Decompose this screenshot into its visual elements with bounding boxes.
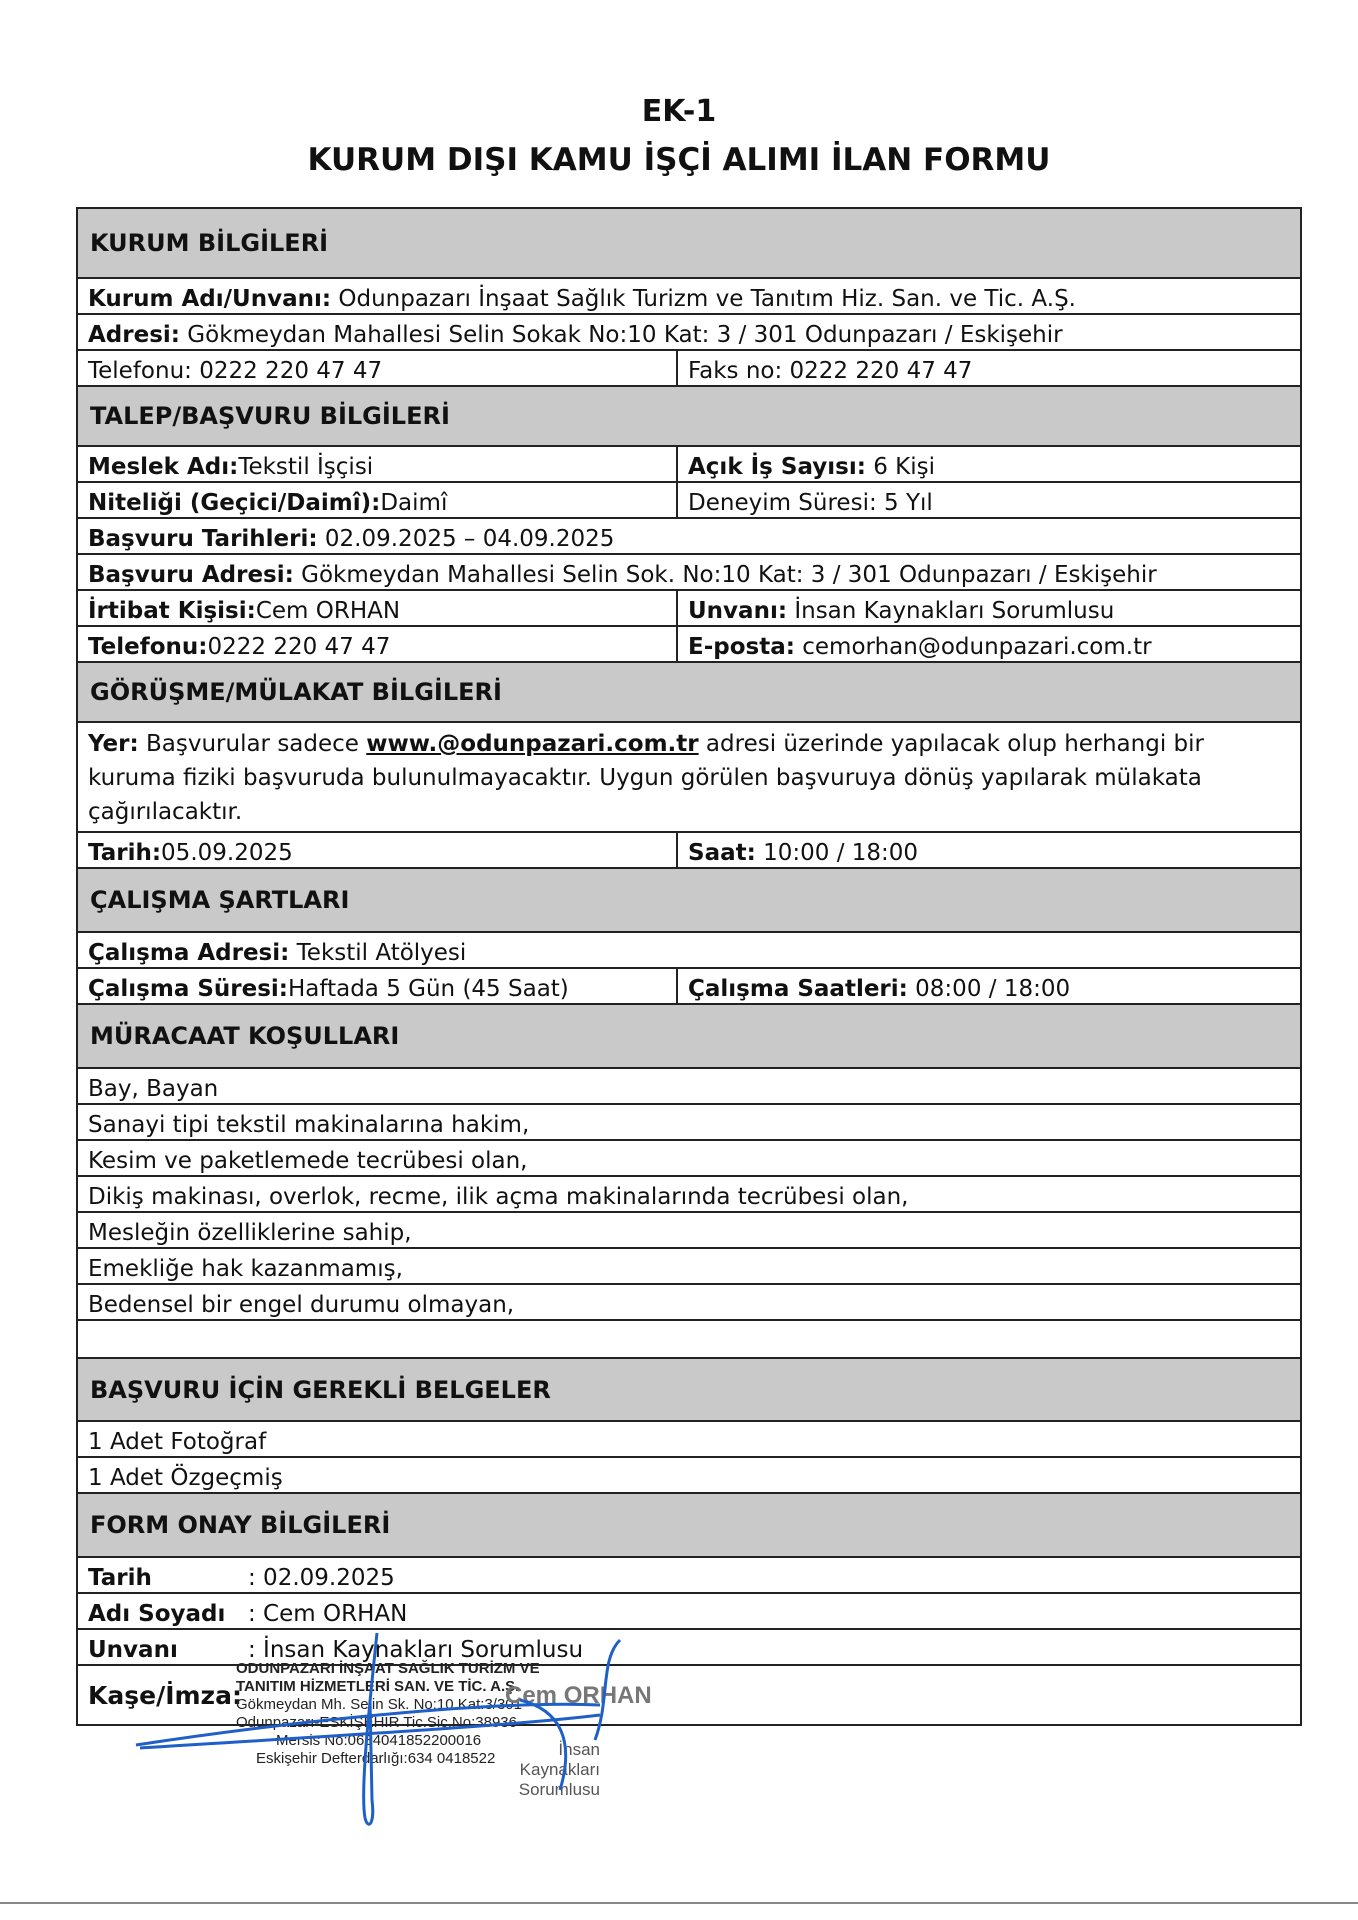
application-link[interactable]: www.@odunpazari.com.tr [366, 731, 699, 757]
list-item: Mesleğin özelliklerine sahip, [78, 1213, 1300, 1249]
iletisim-row: Telefonu: 0222 220 47 47 E-posta: cemorhan@odunpazari.com.tr [78, 627, 1300, 663]
list-item: Dikiş makinası, overlok, recme, ilik açma makinalarında tecrübesi olan, [78, 1177, 1300, 1213]
section-talep-header: TALEP/BAŞVURU BİLGİLERİ [78, 387, 1300, 447]
list-item: Sanayi tipi tekstil makinalarına hakim, [78, 1105, 1300, 1141]
list-item: Bay, Bayan [78, 1069, 1300, 1105]
list-item: Emekliğe hak kazanmamış, [78, 1249, 1300, 1285]
calisma-adres-row: Çalışma Adresi: Tekstil Atölyesi [78, 933, 1300, 969]
section-belgeler-header: BAŞVURU İÇİN GEREKLİ BELGELER [78, 1359, 1300, 1422]
section-muracaat-header: MÜRACAAT KOŞULLARI [78, 1005, 1300, 1069]
kurum-adres-row: Adresi: Gökmeydan Mahallesi Selin Sokak No:10 Kat: 3 / 301 Odunpazarı / Eskişehir [78, 315, 1300, 351]
list-item: Bedensel bir engel durumu olmayan, [78, 1285, 1300, 1321]
onay-tarih-row: Tarih : 02.09.2025 [78, 1558, 1300, 1594]
page-edge-line [0, 1902, 1358, 1904]
basvuru-adres-row: Başvuru Adresi: Gökmeydan Mahallesi Selin Sok. No:10 Kat: 3 / 301 Odunpazarı / Eskişehir [78, 555, 1300, 591]
list-item: 1 Adet Özgeçmiş [78, 1458, 1300, 1494]
doc-title: KURUM DIŞI KAMU İŞÇİ ALIMI İLAN FORMU [307, 142, 1051, 178]
nitelik-row: Niteliği (Geçici/Daimî): Daimî Deneyim Süresi: 5 Yıl [78, 483, 1300, 519]
mulakat-tarih-row: Tarih: 05.09.2025 Saat: 10:00 / 18:00 [78, 833, 1300, 869]
calisma-sure-row: Çalışma Süresi: Haftada 5 Gün (45 Saat) Çalışma Saatleri: 08:00 / 18:00 [78, 969, 1300, 1005]
meslek-row: Meslek Adı: Tekstil İşçisi Açık İş Sayısı: 6 Kişi [78, 447, 1300, 483]
section-kurum-header: KURUM BİLGİLERİ [78, 209, 1300, 279]
kurum-ad-row: Kurum Adı/Unvanı: Odunpazarı İnşaat Sağlık Turizm ve Tanıtım Hiz. San. ve Tic. A.Ş. [78, 279, 1300, 315]
list-item: 1 Adet Fotoğraf [78, 1422, 1300, 1458]
section-gorusme-header: GÖRÜŞME/MÜLAKAT BİLGİLERİ [78, 663, 1300, 723]
yer-row: Yer: Başvurular sadece www.@odunpazari.com.tr adresi üzerinde yapılacak olup herhangi bir kuruma fiziki başvuruda bulunulmayacaktır. Uygun görülen başvuruya dönüş yapılarak mülakata çağırılacaktır. [78, 723, 1300, 833]
basvuru-tarih-row: Başvuru Tarihleri: 02.09.2025 – 04.09.2025 [78, 519, 1300, 555]
onay-unvan-row: Unvanı : İnsan Kaynakları Sorumlusu [78, 1630, 1300, 1666]
section-onay-header: FORM ONAY BİLGİLERİ [78, 1494, 1300, 1558]
kase-imza-row: Kaşe/İmza: [78, 1666, 1300, 1726]
onay-ad-row: Adı Soyadı : Cem ORHAN [78, 1594, 1300, 1630]
doc-annex-label: EK-1 [641, 94, 717, 129]
list-item: Kesim ve paketlemede tecrübesi olan, [78, 1141, 1300, 1177]
stamp-title: İnsan Kaynakları Sorumlusu [518, 1740, 600, 1799]
section-calisma-header: ÇALIŞMA ŞARTLARI [78, 869, 1300, 933]
company-stamp: ODUNPAZARI İNŞAAT SAĞLIK TURİZM VE TANITIM HİZMETLERİ SAN. VE TİC. A.Ş. Gökmeydan Mh. Selin Sk. No:10 Kat:3/301 Odunpazarı-ESKİŞEHİR Tic.Sic.No:38936 Mersis No:0634041852200016 Eskişehir Defterdarlığı:634 0418522 [236, 1660, 540, 1767]
kurum-telefon-row: Telefonu: 0222 220 47 47 Faks no: 0222 220 47 47 [78, 351, 1300, 387]
irtibat-row: İrtibat Kişisi: Cem ORHAN Unvanı: İnsan Kaynakları Sorumlusu [78, 591, 1300, 627]
signature-stroke [136, 1633, 620, 1824]
stamp-name: Cem ORHAN [505, 1682, 652, 1709]
